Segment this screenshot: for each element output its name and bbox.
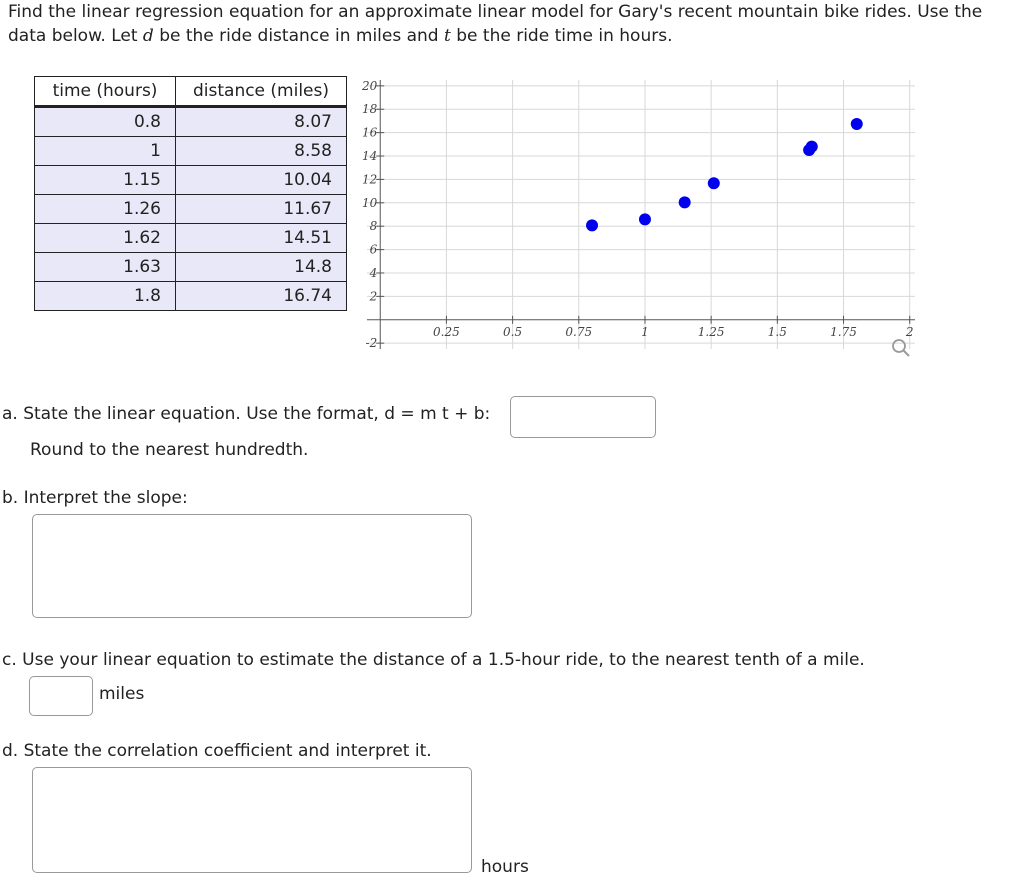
y-tick-label: 4	[369, 265, 378, 280]
cell-distance: 10.04	[176, 166, 347, 195]
data-point	[851, 118, 863, 130]
data-points	[586, 118, 863, 231]
y-tick-label: 2	[369, 289, 378, 304]
data-point	[586, 219, 598, 231]
cell-time: 0.8	[35, 107, 176, 137]
y-tick-label: 6	[369, 242, 378, 257]
question-a-note: Round to the nearest hundredth.	[30, 440, 309, 460]
distance-estimate-input[interactable]	[29, 676, 93, 716]
x-tick-label: 0.5	[503, 324, 523, 339]
x-tick-label: 0.75	[565, 324, 593, 339]
cell-distance: 16.74	[176, 282, 347, 311]
cell-time: 1	[35, 137, 176, 166]
x-tick-label: 2	[905, 324, 914, 339]
table-row	[35, 224, 347, 253]
correlation-textarea[interactable]	[32, 767, 472, 873]
y-tick-label: 18	[361, 102, 378, 117]
intro-text-3: be the ride time in hours.	[450, 26, 673, 46]
data-point	[639, 213, 651, 225]
table-row	[35, 166, 347, 195]
data-table	[34, 76, 347, 311]
header-distance: distance (miles)	[176, 77, 347, 107]
y-tick-labels	[361, 79, 384, 350]
table-row	[35, 195, 347, 224]
cell-time: 1.63	[35, 253, 176, 282]
data-point	[708, 177, 720, 189]
miles-unit-label: miles	[99, 684, 145, 704]
slope-interpretation-textarea[interactable]	[32, 514, 472, 618]
plot-axes	[367, 80, 915, 349]
intro-text-1: Find the linear regression equation for an approximate linear model for Gary's recent mountain bike rides. Use the data below. Let	[8, 2, 983, 46]
table-row	[35, 253, 347, 282]
problem-intro	[8, 0, 1008, 48]
y-tick-label: 20	[361, 78, 378, 93]
x-tick-labels	[433, 316, 913, 339]
y-tick-label: -2	[365, 336, 378, 351]
question-d-label: d. State the correlation coefficient and interpret it.	[2, 741, 432, 761]
question-c-label: c. Use your linear equation to estimate the distance of a 1.5-hour ride, to the nearest tenth of a mile.	[2, 650, 865, 670]
plot-grid	[367, 80, 915, 349]
y-tick-label: 12	[361, 172, 378, 187]
data-point	[806, 141, 818, 153]
cell-distance: 8.07	[176, 107, 347, 137]
cell-time: 1.8	[35, 282, 176, 311]
cell-distance: 14.51	[176, 224, 347, 253]
x-tick-label: 1.5	[767, 324, 787, 339]
table-row	[35, 282, 347, 311]
y-tick-label: 10	[361, 195, 378, 210]
x-tick-label: 1.25	[697, 324, 725, 339]
var-d: d	[142, 26, 154, 46]
y-tick-label: 16	[361, 125, 378, 140]
cell-time: 1.26	[35, 195, 176, 224]
x-tick-label: 0.25	[433, 324, 460, 339]
scatter-plot	[357, 72, 922, 362]
cell-time: 1.62	[35, 224, 176, 253]
cell-distance: 8.58	[176, 137, 347, 166]
intro-text-2: be the ride distance in miles and	[153, 26, 444, 46]
table-row	[35, 137, 347, 166]
zoom-icon[interactable]	[893, 340, 909, 356]
hours-unit-label: hours	[481, 857, 529, 877]
equation-input[interactable]	[510, 396, 656, 438]
data-point	[679, 196, 691, 208]
var-t: t	[444, 26, 451, 46]
cell-time: 1.15	[35, 166, 176, 195]
x-tick-label: 1	[641, 324, 649, 339]
x-tick-label: 1.75	[830, 324, 857, 339]
y-tick-label: 14	[361, 149, 378, 164]
y-tick-label: 8	[369, 219, 378, 234]
cell-distance: 14.8	[176, 253, 347, 282]
header-time: time (hours)	[35, 77, 176, 107]
cell-distance: 11.67	[176, 195, 347, 224]
question-a-label: a. State the linear equation. Use the format, d = m t + b:	[2, 404, 491, 424]
question-b-label: b. Interpret the slope:	[2, 488, 188, 508]
table-row	[35, 107, 347, 137]
table-header-row	[35, 77, 347, 107]
